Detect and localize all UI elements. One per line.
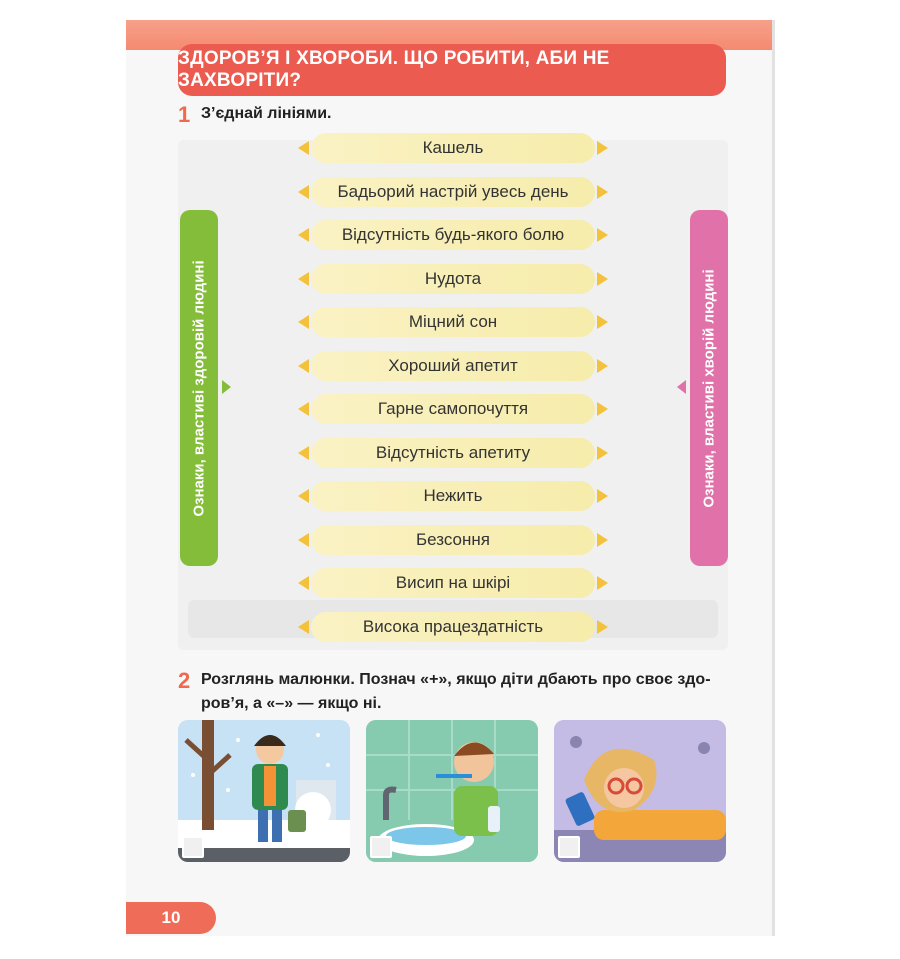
arrow-left-icon: [298, 185, 309, 199]
picture-boy-winter: [178, 720, 350, 862]
sick-connector-icon: [677, 380, 686, 394]
arrow-right-icon: [597, 185, 608, 199]
arrow-left-icon: [298, 141, 309, 155]
sign-item[interactable]: [311, 525, 595, 555]
sign-item-label: Гарне самопочуття: [377, 399, 529, 418]
sign-item-label: Хороший апетит: [388, 356, 518, 375]
picture-girl-phone: [554, 720, 726, 862]
healthy-connector-icon: [222, 380, 231, 394]
sign-item[interactable]: [311, 568, 595, 598]
arrow-left-icon: [298, 315, 309, 329]
arrow-right-icon: [597, 446, 608, 460]
sign-item-label: Висока працездатність: [362, 617, 544, 636]
answer-checkbox[interactable]: [558, 836, 580, 858]
task-2-instruction-line1: Розглянь малюнки. Познач «+», якщо діти дбають про своє здо-: [201, 671, 711, 688]
page-number: 10: [161, 908, 181, 927]
sign-item[interactable]: [311, 133, 595, 163]
sign-item-label: Міцний сон: [408, 312, 498, 331]
sign-item[interactable]: [311, 307, 595, 337]
sign-item-label: Висип на шкірі: [395, 573, 511, 592]
page-title-banner: [178, 44, 726, 96]
task-2-instruction-line2: ров’я, а «–» — якщо ні.: [201, 695, 382, 712]
sign-item[interactable]: [311, 264, 595, 294]
arrow-right-icon: [597, 359, 608, 373]
sign-item-label: Кашель: [422, 138, 484, 157]
sick-signs-panel[interactable]: [690, 210, 728, 566]
arrow-right-icon: [597, 620, 608, 634]
arrow-right-icon: [597, 533, 608, 547]
sign-item-label: Бадьорий настрій увесь день: [337, 182, 569, 201]
arrow-left-icon: [298, 402, 309, 416]
sign-item[interactable]: [311, 177, 595, 207]
task-2-number: 2: [178, 668, 191, 693]
arrow-right-icon: [597, 489, 608, 503]
arrow-left-icon: [298, 446, 309, 460]
arrow-right-icon: [597, 141, 608, 155]
arrow-left-icon: [298, 272, 309, 286]
sign-item-label: Відсутність апетиту: [375, 443, 531, 462]
arrow-right-icon: [597, 272, 608, 286]
arrow-left-icon: [298, 576, 309, 590]
arrow-left-icon: [298, 620, 309, 634]
arrow-left-icon: [298, 533, 309, 547]
sign-item[interactable]: [311, 612, 595, 642]
arrow-right-icon: [597, 315, 608, 329]
arrow-left-icon: [298, 359, 309, 373]
workbook-page: [126, 20, 775, 936]
sign-item[interactable]: [311, 351, 595, 381]
sign-item-label: Безсоння: [416, 530, 490, 549]
sign-item[interactable]: [311, 220, 595, 250]
task-1-instruction: З’єднай лініями.: [201, 105, 332, 122]
page-number-badge: [126, 902, 216, 934]
sign-item[interactable]: [311, 394, 595, 424]
page-title: ЗДОРОВ’Я І ХВОРОБИ. ЩО РОБИТИ, АБИ НЕ ЗАХВОРІТИ?: [178, 48, 610, 91]
healthy-signs-panel[interactable]: [180, 210, 218, 566]
sign-item[interactable]: [311, 438, 595, 468]
arrow-right-icon: [597, 402, 608, 416]
arrow-left-icon: [298, 489, 309, 503]
picture-boy-brushing: [366, 720, 538, 862]
sign-item[interactable]: [311, 481, 595, 511]
sign-item-label: Нежить: [423, 486, 483, 505]
arrow-right-icon: [597, 576, 608, 590]
answer-checkbox[interactable]: [182, 836, 204, 858]
task-1-number: 1: [178, 102, 191, 127]
healthy-signs-label: Ознаки, властиві здоровій людині: [190, 259, 208, 517]
arrow-right-icon: [597, 228, 608, 242]
arrow-left-icon: [298, 228, 309, 242]
sign-item-label: Нудота: [424, 269, 482, 288]
sick-signs-label: Ознаки, властиві хворій людині: [700, 268, 718, 508]
sign-item-label: Відсутність будь-якого болю: [341, 225, 565, 244]
answer-checkbox[interactable]: [370, 836, 392, 858]
